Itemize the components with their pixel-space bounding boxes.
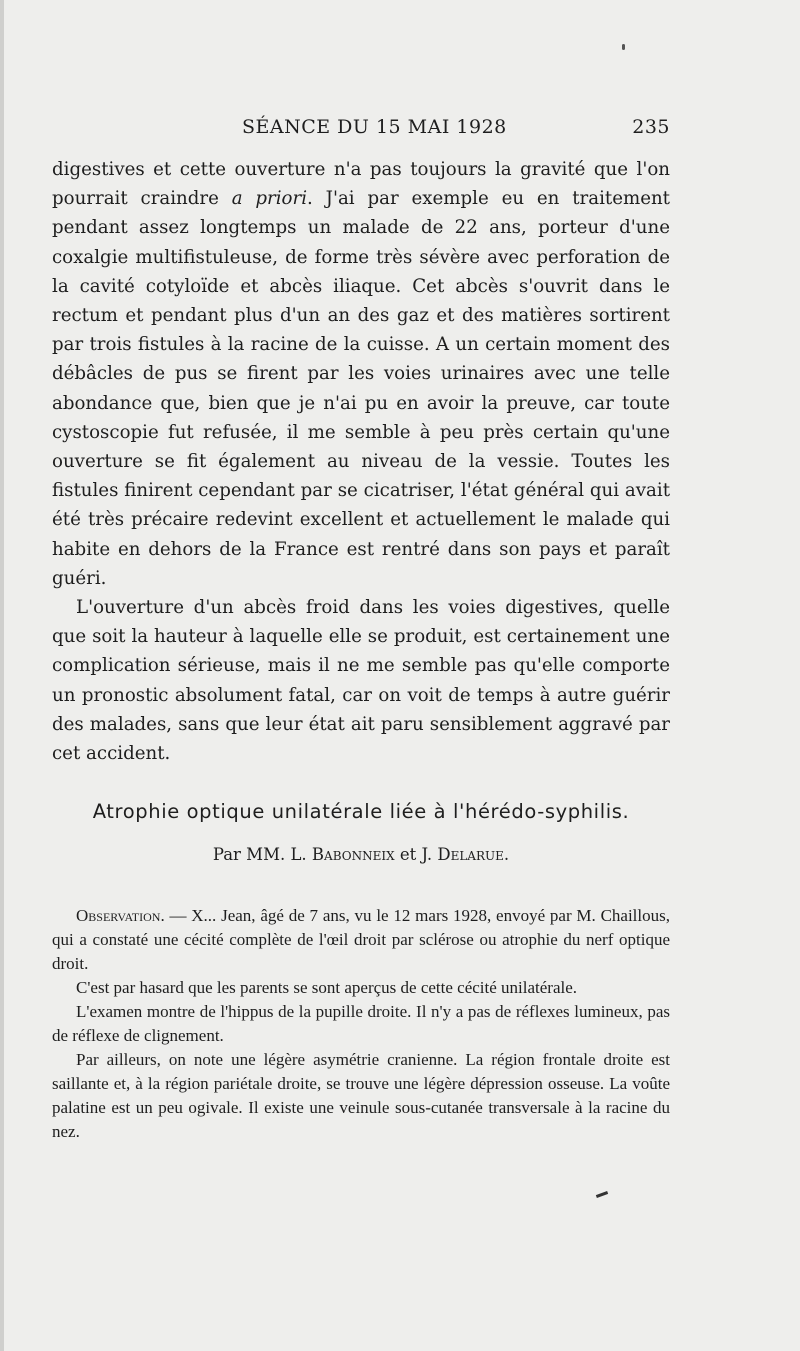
observation-p1-text: . — X... Jean, âgé de 7 ans, vu le 12 mars 1928, envoyé par M. Chaillous, qui a constaté une cécité complète de l'œil droit par sclérose ou atrophie du nerf optique droit. (52, 906, 670, 973)
paragraph-1-start: digestives et cette ouverture n'a pas toujours la gravité que l'on pourrait craindre (52, 159, 670, 210)
paragraph-1-rest: . J'ai par exemple eu en traitement pendant assez longtemps un malade de 22 ans, porteur d'une coxalgie multifistuleuse, de forme très sévère avec perforation de la cavité cotyloïde et abcès iliaque. Cet abcès s'ouvrit dans le rectum et pendant plus d'un an des gaz et des matières sortirent par trois fistules à la racine de la cuisse. A un certain moment des débâcles de pus se firent par les voies urinaires avec une telle abondance que, bien que je n'ai pu en avoir la preuve, car toute cystoscopie fut refusée, il me semble à peu près certain qu'une ouverture se fit également au niveau de la vessie. Toutes les fistules finirent cependant par se cicatriser, l'état général qui avait été très précaire redevint excellent et actuellement le malade qui habite en dehors de la France est rentré dans son pays et paraît guéri. (52, 188, 670, 589)
byline-suffix: . (503, 845, 510, 864)
author-2: Delarue (437, 845, 504, 864)
paragraph-1 (52, 155, 670, 593)
byline (52, 845, 670, 864)
observation-label: Observation (76, 906, 161, 925)
running-head-title: SÉANCE DU 15 MAI 1928 (242, 116, 507, 138)
author-1: Babonneix (311, 845, 395, 864)
observation-paragraph-1 (52, 904, 670, 976)
byline-mid: et J. (394, 845, 438, 864)
page-number: 235 (632, 116, 670, 138)
paragraph-1-italic: a priori (231, 188, 308, 210)
ink-dot-mark (622, 44, 625, 50)
observation-paragraph-2: C'est par hasard que les parents se sont aperçus de cette cécité unilatérale. (76, 978, 578, 997)
body-text (52, 155, 670, 768)
observation-paragraph-3: L'examen montre de l'hippus de la pupille droite. Il n'y a pas de réflexes lumineux, pas de réflexe de clignement. (52, 1002, 670, 1045)
article-title: Atrophie optique unilatérale liée à l'hérédo-syphilis. (92, 800, 630, 823)
observation-text (52, 904, 670, 1144)
page-edge-shadow (0, 0, 4, 1351)
running-head (52, 116, 670, 146)
observation-paragraph-4: Par ailleurs, on note une légère asymétrie cranienne. La région frontale droite est saillante et, à la région pariétale droite, se trouve une légère dépression osseuse. La voûte palatine est un peu ogivale. Il existe une veinule sous-cutanée transversale à la racine du nez. (52, 1050, 670, 1141)
ink-stroke-mark (596, 1191, 608, 1198)
paragraph-2: L'ouverture d'un abcès froid dans les voies digestives, quelle que soit la hauteur à laquelle elle se produit, est certainement une complication sérieuse, mais il ne me semble pas qu'elle comporte un pronostic absolument fatal, car on voit de temps à autre guérir des malades, sans que leur état ait paru sensiblement aggravé par cet accident. (52, 597, 670, 765)
byline-prefix: Par MM. L. (212, 845, 312, 864)
